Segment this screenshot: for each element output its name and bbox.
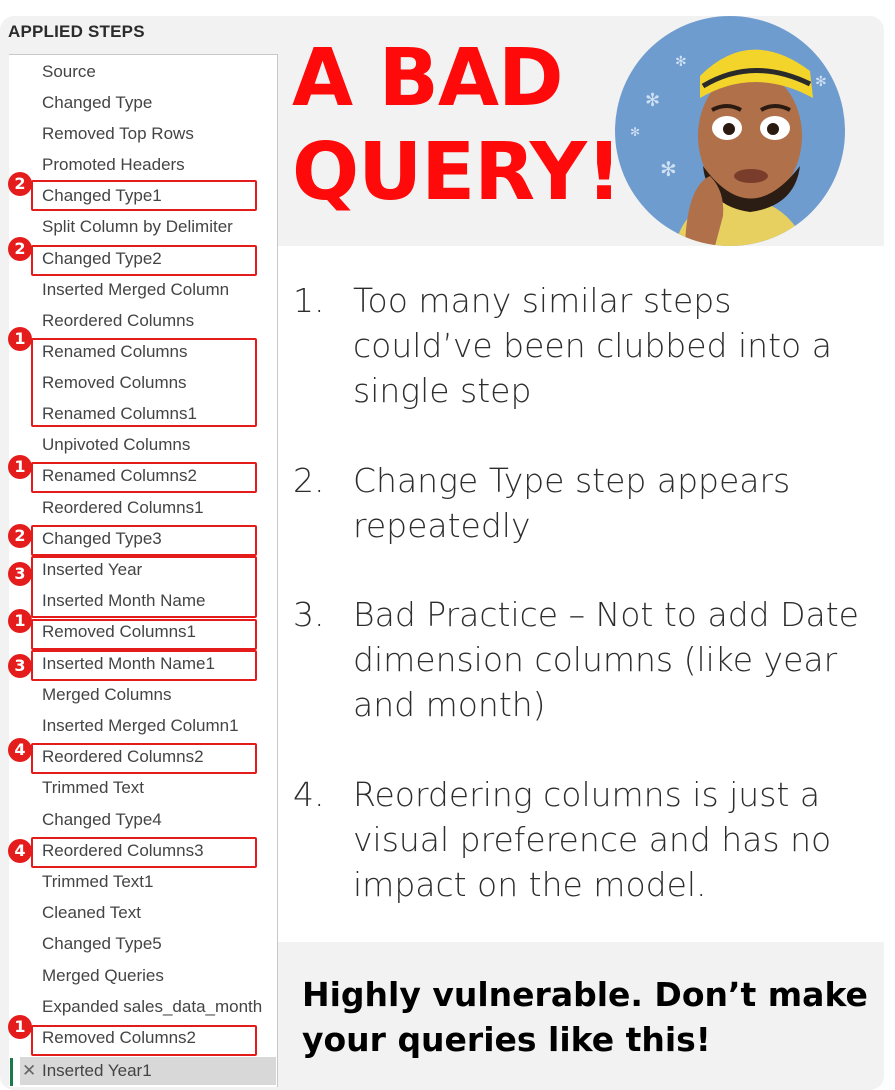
step-item[interactable]: Removed Columns2 xyxy=(42,1028,197,1047)
issue-badge: 4 xyxy=(8,839,32,863)
step-item-label: Inserted Year1 xyxy=(42,1061,152,1080)
issue-badge: 3 xyxy=(8,654,32,678)
step-item[interactable]: Reordered Columns3 xyxy=(42,841,204,860)
svg-text:✻: ✻ xyxy=(645,90,661,111)
point-text: Too many similar steps could’ve been clubbed into a single step xyxy=(353,281,832,410)
step-item[interactable]: Promoted Headers xyxy=(42,155,185,174)
highlight-box xyxy=(31,462,257,493)
presenter-face-icon xyxy=(615,16,845,246)
point-number: 4. xyxy=(293,775,325,814)
footer-warning: Highly vulnerable. Don’t make your queries like this! xyxy=(302,975,868,1059)
issue-badge: 3 xyxy=(8,562,32,586)
highlight-box xyxy=(31,650,257,681)
step-item[interactable]: Cleaned Text xyxy=(42,903,141,922)
highlight-box xyxy=(31,743,257,774)
point-number: 1. xyxy=(293,281,325,320)
point-text: Bad Practice – Not to add Date dimension columns (like year and month) xyxy=(353,595,859,724)
issue-badge: 4 xyxy=(8,738,32,762)
step-item[interactable]: Renamed Columns xyxy=(42,342,188,361)
svg-text:✻: ✻ xyxy=(815,74,827,90)
issue-badge: 2 xyxy=(8,172,32,196)
issue-badge: 1 xyxy=(8,1015,32,1039)
svg-text:✻: ✻ xyxy=(630,125,641,139)
step-item[interactable]: Merged Queries xyxy=(42,966,164,985)
svg-text:✻: ✻ xyxy=(675,54,687,70)
step-item[interactable]: Inserted Merged Column xyxy=(42,280,230,299)
highlight-box xyxy=(31,180,257,211)
step-item[interactable]: Changed Type5 xyxy=(42,934,162,953)
highlight-box xyxy=(31,619,257,650)
step-item[interactable]: Expanded sales_data_month xyxy=(42,997,263,1016)
issue-badge: 1 xyxy=(8,609,32,633)
headline-line-2: QUERY! xyxy=(292,126,622,218)
step-item[interactable]: Trimmed Text xyxy=(42,778,145,797)
step-item[interactable]: Inserted Month Name xyxy=(42,591,206,610)
highlight-box xyxy=(31,556,257,618)
step-item[interactable]: Inserted Year xyxy=(42,560,143,579)
step-item[interactable]: Removed Top Rows xyxy=(42,124,194,143)
highlight-box xyxy=(31,1025,257,1056)
step-item[interactable]: Changed Type2 xyxy=(42,249,162,268)
step-item[interactable]: Reordered Columns1 xyxy=(42,498,204,517)
headline-line-1: A BAD xyxy=(292,32,563,124)
step-item[interactable]: Inserted Merged Column1 xyxy=(42,716,239,735)
highlight-box xyxy=(31,837,257,868)
issue-badge: 1 xyxy=(8,327,32,351)
step-item[interactable]: Renamed Columns1 xyxy=(42,404,197,423)
issue-badge: 2 xyxy=(8,237,32,261)
svg-text:✻: ✻ xyxy=(660,157,677,181)
highlight-box xyxy=(31,245,257,276)
issue-badge: 2 xyxy=(8,524,32,548)
step-item[interactable]: Renamed Columns2 xyxy=(42,466,197,485)
step-item[interactable]: Reordered Columns xyxy=(42,311,195,330)
point-text: Reordering columns is just a visual preference and has no impact on the model. xyxy=(353,775,832,904)
applied-steps-title: APPLIED STEPS xyxy=(8,22,145,41)
step-item[interactable]: Inserted Month Name1 xyxy=(42,654,215,673)
point-text: Change Type step appears repeatedly xyxy=(353,461,791,545)
step-item[interactable]: Changed Type4 xyxy=(42,810,162,829)
step-item[interactable]: Changed Type1 xyxy=(42,186,162,205)
step-item[interactable]: Removed Columns1 xyxy=(42,622,197,641)
step-item[interactable]: Unpivoted Columns xyxy=(42,435,191,454)
step-item[interactable]: Changed Type3 xyxy=(42,529,162,548)
step-item[interactable]: Removed Columns xyxy=(42,373,187,392)
highlight-box xyxy=(31,338,257,427)
step-item[interactable]: Reordered Columns2 xyxy=(42,747,204,766)
highlight-box xyxy=(31,525,257,556)
active-step-indicator xyxy=(10,1058,13,1086)
step-item[interactable]: Source xyxy=(42,62,96,81)
point-number: 2. xyxy=(293,461,325,500)
step-item[interactable]: Changed Type xyxy=(42,93,153,112)
step-item[interactable]: Trimmed Text1 xyxy=(42,872,154,891)
avatar xyxy=(615,16,845,246)
step-item[interactable]: Split Column by Delimiter xyxy=(42,217,233,236)
point-number: 3. xyxy=(293,595,325,634)
step-item[interactable]: Merged Columns xyxy=(42,685,172,704)
step-item-selected[interactable] xyxy=(20,1057,276,1085)
issue-badge: 1 xyxy=(8,455,32,479)
close-icon[interactable]: ✕ xyxy=(22,1061,37,1080)
